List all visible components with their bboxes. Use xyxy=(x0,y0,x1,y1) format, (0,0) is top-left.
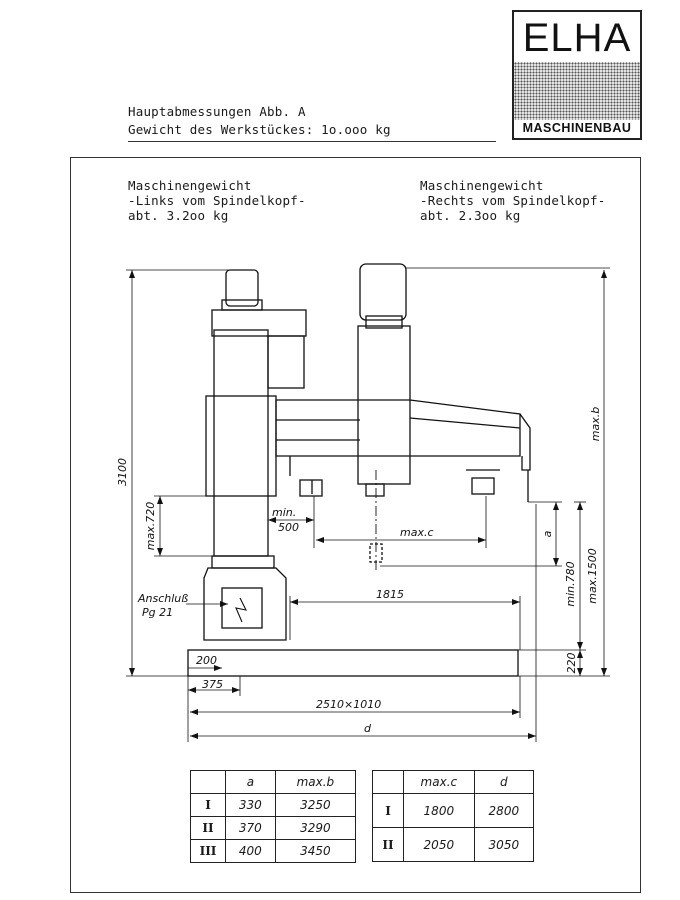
column xyxy=(214,330,268,556)
base-plate xyxy=(188,650,518,676)
weight-left-line1: Maschinengewicht xyxy=(128,178,252,193)
table-left-row-label: II xyxy=(191,817,226,840)
spindle-motor xyxy=(360,264,406,320)
table-right-maxc-d xyxy=(372,770,534,862)
table-right-row-label: I xyxy=(373,794,404,828)
table-left-header-blank xyxy=(191,771,226,794)
connection-size: Pg 21 xyxy=(142,606,174,619)
dim-375: 375 xyxy=(202,678,223,691)
table-right-header-maxc: max.c xyxy=(404,771,475,794)
arm-lock-left xyxy=(300,480,322,496)
weight-right-line3: abt. 2.3oo kg xyxy=(420,208,521,223)
column-collar xyxy=(212,556,274,568)
header-title: Hauptabmessungen Abb. A xyxy=(128,104,306,119)
table-right-row-label: II xyxy=(373,828,404,862)
weight-left-line2: -Links vom Spindelkopf- xyxy=(128,193,306,208)
lightning-icon xyxy=(236,598,246,622)
table-left-cell: 3250 xyxy=(275,794,355,817)
spindle-head xyxy=(358,326,410,484)
table-left-cell: 3450 xyxy=(275,840,355,863)
table-left-row-label: III xyxy=(191,840,226,863)
header-workpiece-weight: Gewicht des Werkstückes: 1o.ooo kg xyxy=(128,122,391,137)
dim-min-500: 500 xyxy=(278,521,299,534)
dim-max-720: max.720 xyxy=(144,501,157,551)
dim-max-c: max.c xyxy=(400,526,434,539)
arm-carriage xyxy=(206,396,276,496)
weight-right-line2: -Rechts vom Spindelkopf- xyxy=(420,193,606,208)
dim-d: d xyxy=(364,722,371,735)
table-right-cell: 3050 xyxy=(474,828,533,862)
dim-min-780: min.780 xyxy=(564,561,577,607)
table-left-header-maxb: max.b xyxy=(275,771,355,794)
dim-1815: 1815 xyxy=(376,588,404,601)
table-right-cell: 2800 xyxy=(474,794,533,828)
dim-base-2510x1010: 2510×1010 xyxy=(316,698,382,711)
table-right-header-blank xyxy=(373,771,404,794)
table-left-cell: 3290 xyxy=(275,817,355,840)
dim-200: 200 xyxy=(196,654,217,667)
radial-arm xyxy=(276,400,520,456)
table-left-cell: 400 xyxy=(226,840,276,863)
weight-right-line1: Maschinengewicht xyxy=(420,178,544,193)
column-gearbox xyxy=(268,336,304,388)
table-left-cell: 330 xyxy=(226,794,276,817)
dim-max-1500: max.1500 xyxy=(586,548,599,604)
table-right-cell: 2050 xyxy=(404,828,475,862)
table-left-a-maxb xyxy=(190,770,356,863)
connection-label: Anschluß xyxy=(138,592,189,605)
dim-a: a xyxy=(541,530,554,538)
dim-max-b: max.b xyxy=(589,406,602,442)
table-left-row-label: I xyxy=(191,794,226,817)
table-left-header-a: a xyxy=(226,771,276,794)
table-right-cell: 1800 xyxy=(404,794,475,828)
dim-min-label: min. xyxy=(272,506,297,519)
logo-wordmark: ELHA xyxy=(522,16,632,60)
spindle-sleeve xyxy=(366,484,384,496)
arm-lock-right xyxy=(472,478,494,494)
column-top-housing xyxy=(212,310,306,336)
logo-subtitle: MASCHINENBAU xyxy=(522,121,632,135)
dim-height-3100: 3100 xyxy=(116,458,129,486)
weight-left-line3: abt. 3.2oo kg xyxy=(128,208,229,223)
table-right-header-d: d xyxy=(474,771,533,794)
dim-220: 220 xyxy=(565,652,578,674)
table-left-cell: 370 xyxy=(226,817,276,840)
